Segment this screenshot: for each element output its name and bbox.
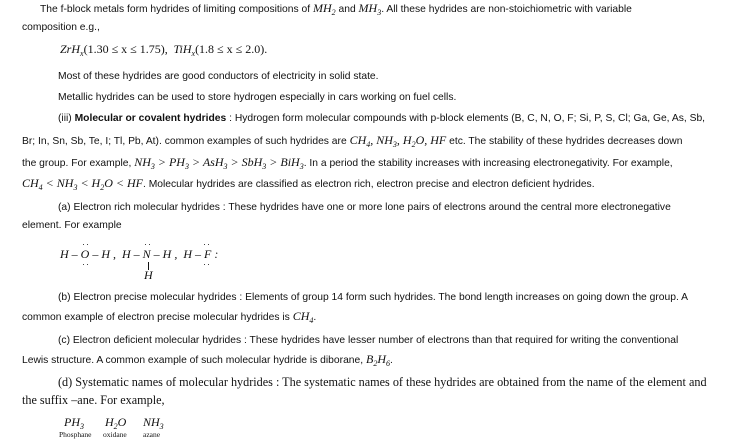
para-electron-rich-line2: element. For example — [22, 220, 122, 231]
lone-pair-dots-f-bottom: ·· — [203, 259, 211, 269]
para-store-hydrogen: Metallic hydrides can be used to store hydrogen especially in cars working on fuel cells. — [58, 92, 457, 103]
lone-pair-dots-o-top: ·· — [82, 239, 90, 249]
para-electron-rich-line1: (a) Electron rich molecular hydrides : These hydrides have one or more lone pairs of electrons around the central more electronegative — [58, 202, 671, 213]
label-azane: azane — [143, 430, 161, 439]
lone-pair-dots-f-top: ·· — [203, 239, 211, 249]
para-f-block-line2: composition e.g., — [22, 22, 100, 33]
para-molecular-line3: the group. For example, $NH_3 > PH_3 > AsH_3 > SbH_3 > BiH_3$. In a period the stability increases with increasing electronegativity. For example, — [22, 155, 673, 171]
para-systematic-names-line1: (d) Systematic names of molecular hydrides : The systematic names of these hydrides are obtained from the name of the element and — [58, 375, 707, 389]
para-electron-deficient-line2: Lewis structure. A common example of such molecular hydride is diborane, $B_2H_6$. — [22, 352, 393, 368]
formula-h2o: $H_2O$ — [105, 415, 127, 431]
para-molecular-line1: (iii) Molecular or covalent hydrides : Hydrogen form molecular compounds with p-block elements (B, C, N, O, F; Si, P, S, Cl; Ga, Ge, As, Sb, — [58, 113, 706, 124]
label-oxidane: oxidane — [103, 430, 127, 439]
para-molecular-line4: $CH_4 < NH_3 < H_2O$ < HF. Molecular hydrides are classified as electron rich, electron precise and electron deficient hydrides. — [22, 176, 595, 192]
lewis-formula-line: H – O – H , H – N – H , H – F : — [60, 247, 219, 261]
formula-mh2: $MH_2$ — [312, 1, 336, 17]
para-molecular-line2: Br; In, Sn, Sb, Te, I; Tl, Pb, At). common examples of such hydrides are $CH_4$, $NH_3$, $H_2O$, HF etc. The stability of these hydrides decreases down — [22, 133, 683, 149]
para-systematic-names-line2: the suffix –ane. For example, — [22, 393, 165, 407]
para-electron-precise-line1: (b) Electron precise molecular hydrides : Elements of group 14 form such hydrides. The bond length increases on going down the group. A — [58, 292, 688, 303]
para-conductors: Most of these hydrides are good conductors of electricity in solid state. — [58, 71, 379, 82]
heading-molecular-hydrides: Molecular or covalent hydrides — [74, 113, 227, 124]
para-electron-precise-line2: common example of electron precise molecular hydrides is $CH_4$. — [22, 309, 317, 325]
formula-ph3: $PH_3$ — [64, 415, 84, 431]
lone-pair-dots-o-bottom: ·· — [82, 259, 90, 269]
lewis-n-lower-h: H — [144, 268, 153, 282]
para-electron-deficient-line1: (c) Electron deficient molecular hydrides : These hydrides have lesser number of electrons than that required for writing the conventional — [58, 335, 679, 346]
formula-zrh-tih: ZrH$_x$(1.30 ≤ x ≤ 1.75), TiH$_x$(1.8 ≤ x ≤ 2.0). — [60, 42, 268, 58]
formula-nh3: $NH_3$ — [143, 415, 164, 431]
lone-pair-dots-n-top: ·· — [144, 239, 152, 249]
para-f-block-line1: The f-block metals form hydrides of limiting compositions of $MH_2$ and $MH_3$. All these hydrides are non-stoichiometric with variable — [40, 1, 632, 17]
formula-mh3: $MH_3$ — [358, 1, 382, 17]
label-phosphane: Phosphane — [59, 430, 92, 439]
